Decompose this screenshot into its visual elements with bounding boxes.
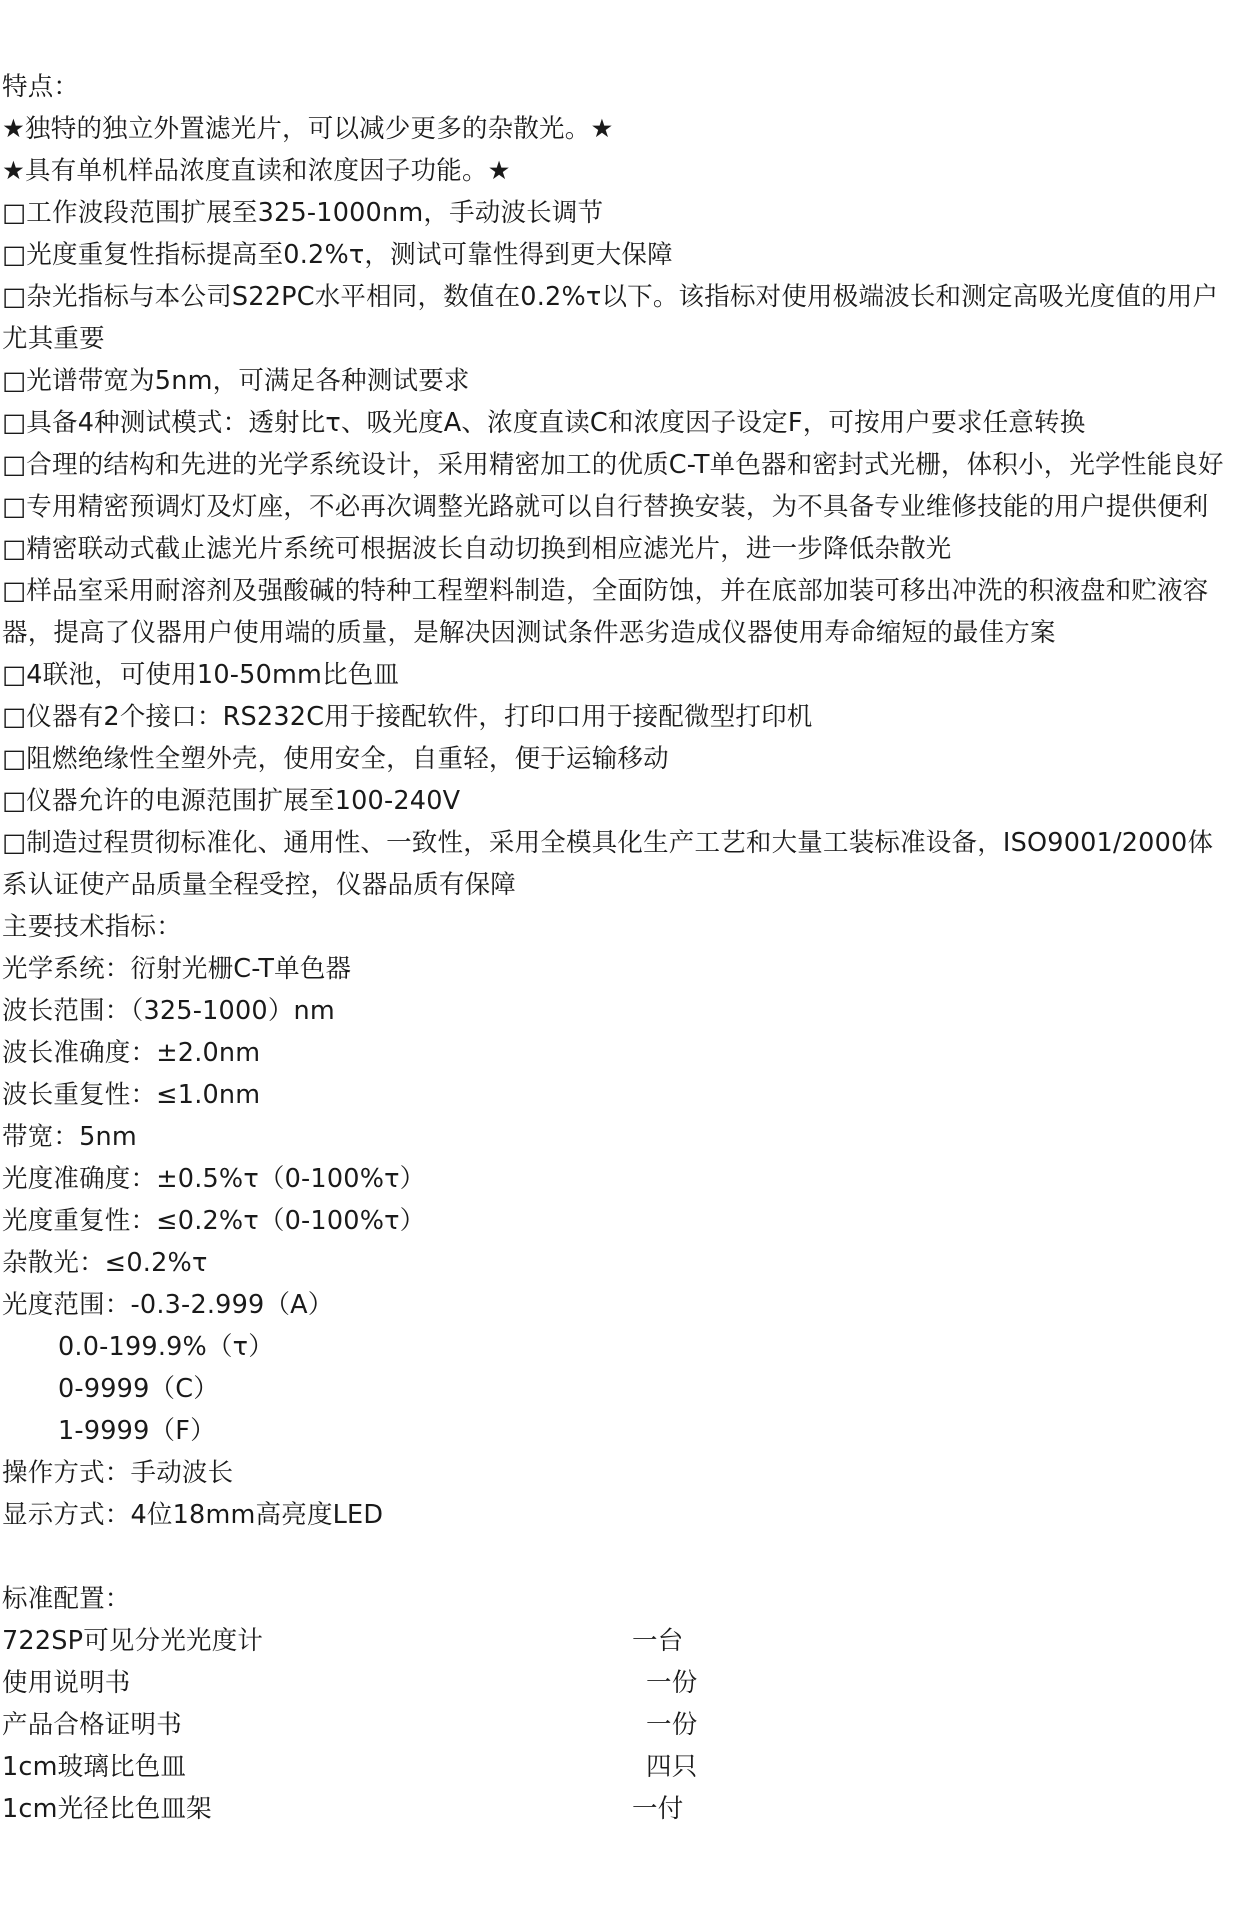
config-row bbox=[2, 1788, 1238, 1830]
spec-photometric-range-transmittance: 0.0-199.9%（τ） bbox=[58, 1332, 274, 1362]
specs-heading: 主要技术指标： bbox=[2, 912, 182, 942]
spec-wavelength-range: 波长范围：（325-1000）nm bbox=[2, 996, 335, 1026]
config-heading: 标准配置： bbox=[2, 1584, 131, 1614]
spec-stray-light: 杂散光：≤0.2%τ bbox=[2, 1248, 208, 1278]
spec-photometric-accuracy: 光度准确度：±0.5%τ（0-100%τ） bbox=[2, 1164, 426, 1194]
spec-operation-mode: 操作方式：手动波长 bbox=[2, 1458, 234, 1488]
feature-item: □仪器允许的电源范围扩展至100-240V bbox=[2, 786, 461, 816]
feature-item: □样品室采用耐溶剂及强酸碱的特种工程塑料制造，全面防蚀，并在底部加装可移出冲洗的积液盘和贮液容器，提高了仪器用户使用端的质量，是解决因测试条件恶劣造成仪器使用寿命缩短的最佳方案 bbox=[2, 576, 1209, 648]
feature-item: □制造过程贯彻标准化、通用性、一致性，采用全模具化生产工艺和大量工装标准设备，ISO9001/2000体系认证使产品质量全程受控，仪器品质有保障 bbox=[2, 828, 1214, 900]
feature-item: ★具有单机样品浓度直读和浓度因子功能。★ bbox=[2, 156, 511, 186]
config-item-name: 1cm光径比色皿架 bbox=[2, 1794, 212, 1824]
config-item-name: 1cm玻璃比色皿 bbox=[2, 1752, 187, 1782]
spec-bandwidth: 带宽：5nm bbox=[2, 1122, 137, 1152]
spec-optical-system: 光学系统：衍射光栅C-T单色器 bbox=[2, 954, 352, 984]
feature-item: □光谱带宽为5nm，可满足各种测试要求 bbox=[2, 366, 470, 396]
feature-item: □专用精密预调灯及灯座，不必再次调整光路就可以自行替换安装，为不具备专业维修技能的用户提供便利 bbox=[2, 492, 1209, 522]
config-item-name: 产品合格证明书 bbox=[2, 1710, 182, 1740]
spec-photometric-range: 光度范围：-0.3-2.999（A） bbox=[2, 1290, 334, 1320]
product-document bbox=[2, 66, 1238, 1830]
config-item-qty: 四只 bbox=[646, 1752, 698, 1782]
config-item-qty: 一付 bbox=[632, 1794, 684, 1824]
config-item-qty: 一份 bbox=[646, 1668, 698, 1698]
feature-item: □合理的结构和先进的光学系统设计，采用精密加工的优质C-T单色器和密封式光栅，体积小，光学性能良好 bbox=[2, 450, 1224, 480]
feature-item: ★独特的独立外置滤光片，可以减少更多的杂散光。★ bbox=[2, 114, 614, 144]
config-item-name: 722SP可见分光光度计 bbox=[2, 1626, 264, 1656]
config-item-qty: 一台 bbox=[632, 1626, 684, 1656]
config-row bbox=[2, 1746, 1238, 1788]
config-item-name: 使用说明书 bbox=[2, 1668, 131, 1698]
config-row bbox=[2, 1662, 1238, 1704]
spec-wavelength-accuracy: 波长准确度：±2.0nm bbox=[2, 1038, 261, 1068]
config-item-qty: 一份 bbox=[646, 1710, 698, 1740]
feature-item: □光度重复性指标提高至0.2%τ，测试可靠性得到更大保障 bbox=[2, 240, 673, 270]
spec-photometric-range-concentration: 0-9999（C） bbox=[58, 1374, 219, 1404]
config-row bbox=[2, 1620, 1238, 1662]
feature-item: □具备4种测试模式：透射比τ、吸光度A、浓度直读C和浓度因子设定F，可按用户要求任意转换 bbox=[2, 408, 1086, 438]
feature-item: □精密联动式截止滤光片系统可根据波长自动切换到相应滤光片，进一步降低杂散光 bbox=[2, 534, 952, 564]
feature-item: □工作波段范围扩展至325-1000nm，手动波长调节 bbox=[2, 198, 604, 228]
spec-wavelength-repeatability: 波长重复性：≤1.0nm bbox=[2, 1080, 261, 1110]
spec-photometric-repeatability: 光度重复性：≤0.2%τ（0-100%τ） bbox=[2, 1206, 426, 1236]
feature-item: □4联池，可使用10-50mm比色皿 bbox=[2, 660, 400, 690]
spec-photometric-range-factor: 1-9999（F） bbox=[58, 1416, 216, 1446]
config-row bbox=[2, 1704, 1238, 1746]
spacer bbox=[2, 1536, 1238, 1578]
feature-item: □仪器有2个接口：RS232C用于接配软件，打印口用于接配微型打印机 bbox=[2, 702, 813, 732]
feature-item: □杂光指标与本公司S22PC水平相同，数值在0.2%τ以下。该指标对使用极端波长和测定高吸光度值的用户尤其重要 bbox=[2, 282, 1219, 354]
features-heading: 特点： bbox=[2, 72, 80, 102]
feature-item: □阻燃绝缘性全塑外壳，使用安全，自重轻，便于运输移动 bbox=[2, 744, 669, 774]
spec-display-mode: 显示方式：4位18mm高亮度LED bbox=[2, 1500, 384, 1530]
